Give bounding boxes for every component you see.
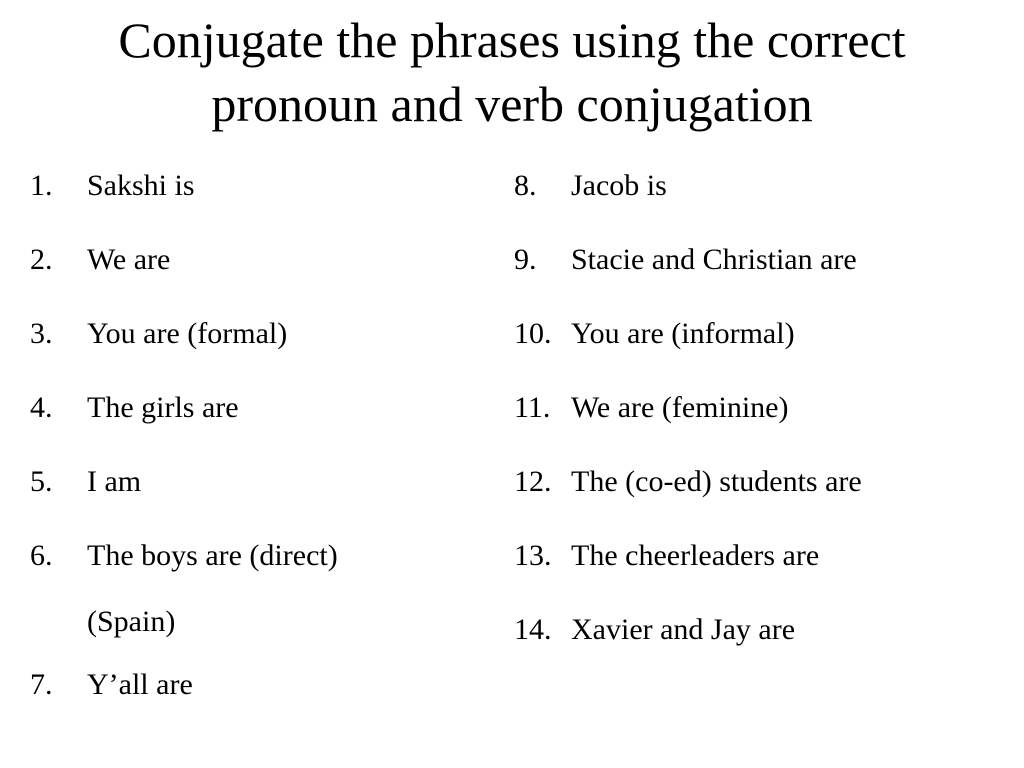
item-text: Jacob is — [571, 169, 667, 202]
item-text: We are — [87, 243, 171, 276]
item-number: 8. — [514, 169, 537, 202]
list-item — [514, 164, 1014, 208]
item-number: 5. — [30, 465, 53, 498]
item-number: 2. — [30, 243, 53, 276]
list-item — [30, 312, 490, 356]
item-text: You are (formal) — [87, 317, 288, 350]
item-text: Y’all are — [87, 668, 193, 701]
item-text — [87, 523, 490, 655]
item-text: I am — [87, 465, 142, 498]
item-number: 1. — [30, 169, 53, 202]
item-number: 14. — [514, 613, 552, 646]
left-column-list — [30, 164, 490, 737]
right-column-list — [514, 164, 1014, 682]
list-item — [514, 312, 1014, 356]
title-line-1: Conjugate the phrases using the correct — [118, 12, 906, 68]
item-text: We are (feminine) — [571, 391, 789, 424]
list-item — [30, 523, 490, 655]
list-item — [514, 238, 1014, 282]
item-text: Xavier and Jay are — [571, 613, 796, 646]
list-item — [30, 663, 490, 707]
list-item — [30, 386, 490, 430]
list-item — [30, 164, 490, 208]
item-text: You are (informal) — [571, 317, 795, 350]
list-item — [30, 238, 490, 282]
list-item — [514, 534, 1014, 578]
item-number: 6. — [30, 539, 53, 572]
item-number: 12. — [514, 465, 552, 498]
item-text: Stacie and Christian are — [571, 243, 857, 276]
list-item — [30, 460, 490, 504]
item-number: 10. — [514, 317, 552, 350]
item-number: 7. — [30, 668, 53, 701]
item-text-line-1: The boys are (direct) — [87, 539, 338, 572]
item-number: 3. — [30, 317, 53, 350]
item-text: The girls are — [87, 391, 239, 424]
item-text: The (co-ed) students are — [571, 465, 862, 498]
item-text: The cheerleaders are — [571, 539, 820, 572]
item-number: 11. — [514, 391, 551, 424]
item-number: 4. — [30, 391, 53, 424]
item-text: Sakshi is — [87, 169, 195, 202]
slide-title — [0, 8, 1024, 136]
list-item — [514, 608, 1014, 652]
item-number: 9. — [514, 243, 537, 276]
item-number: 13. — [514, 539, 552, 572]
title-line-2: pronoun and verb conjugation — [211, 76, 813, 132]
item-text-line-2: (Spain) — [87, 605, 176, 638]
list-item — [514, 460, 1014, 504]
list-item — [514, 386, 1014, 430]
